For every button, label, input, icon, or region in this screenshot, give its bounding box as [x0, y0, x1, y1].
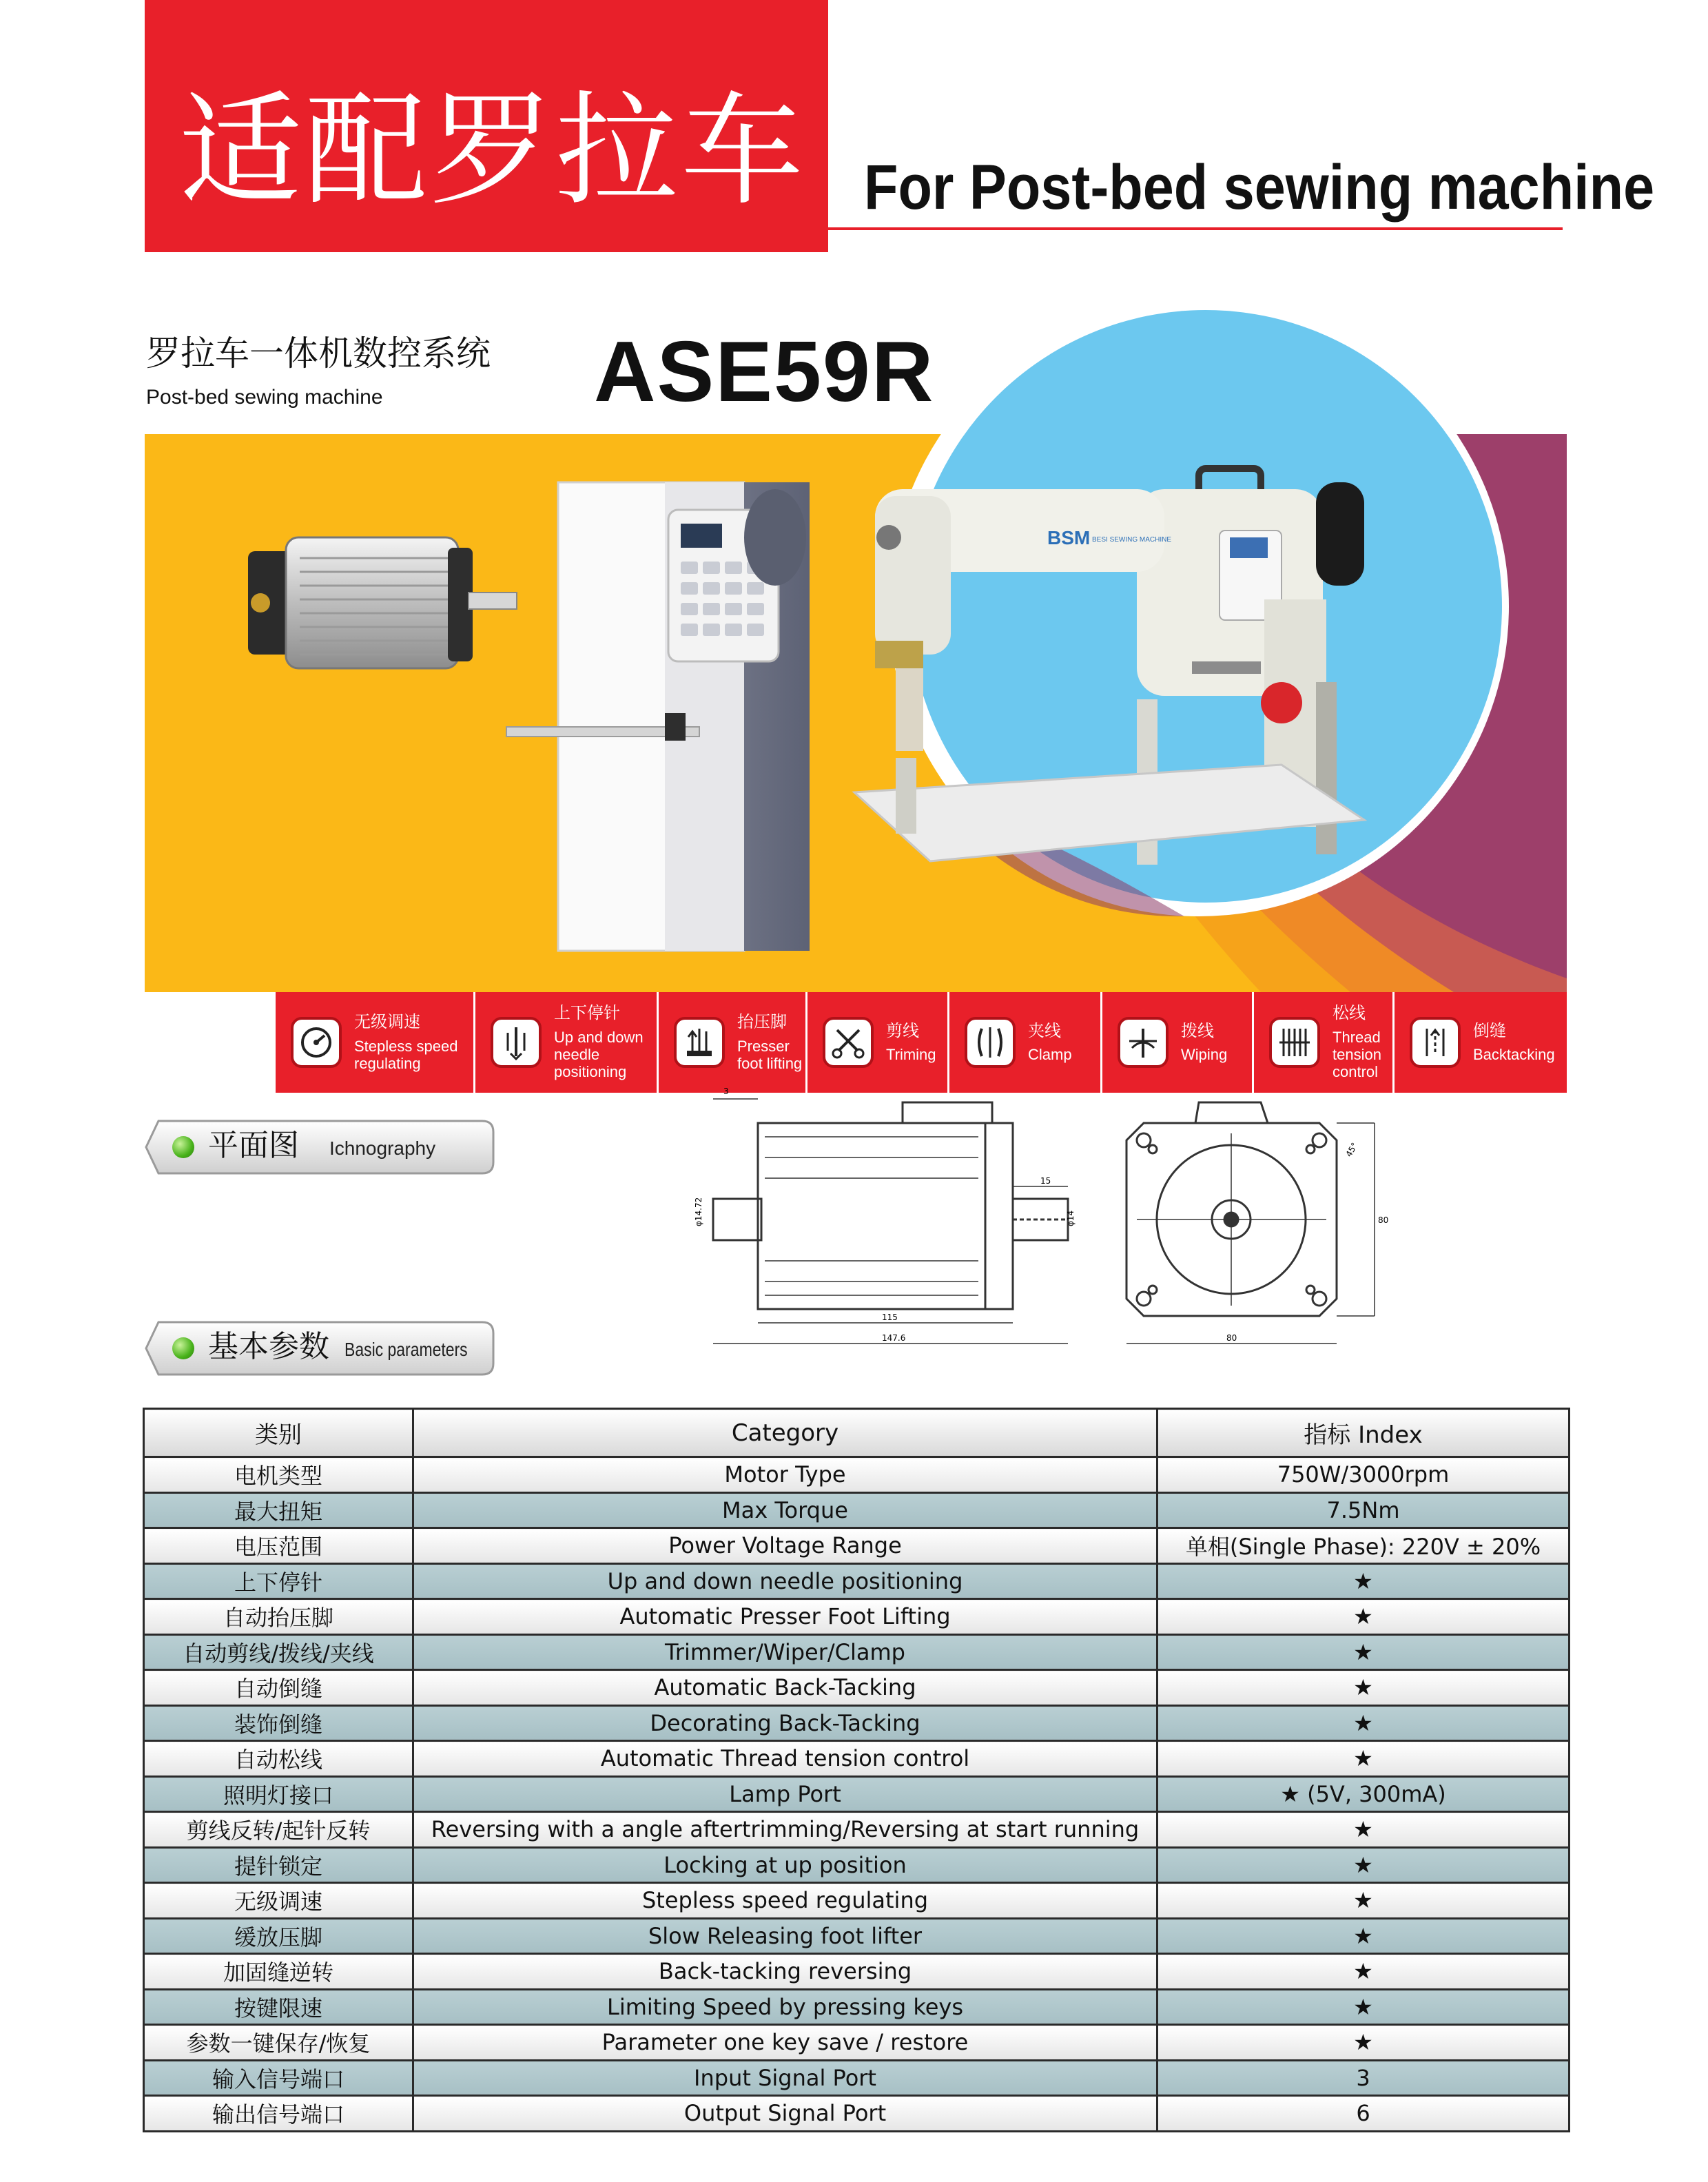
cell-category: Slow Releasing foot lifter [413, 1918, 1157, 1954]
header-title-block [145, 0, 828, 252]
cell-index: ★ [1157, 1599, 1570, 1635]
dim-shaft-length: 15 [1040, 1176, 1051, 1186]
needle-position-icon [491, 1017, 542, 1068]
bullet-icon [172, 1337, 194, 1359]
feature-cn: 剪线 [886, 1020, 919, 1040]
cell-category: Decorating Back-Tacking [413, 1705, 1157, 1741]
banner-artwork [145, 434, 1567, 992]
table-header-row [144, 1409, 1570, 1457]
feature-en: Wiping [1181, 1046, 1228, 1064]
table-row [144, 2060, 1570, 2096]
feature-cn: 松线 [1333, 1003, 1366, 1023]
cell-cn: 自动剪线/拨线/夹线 [144, 1634, 413, 1670]
cell-category: Max Torque [413, 1492, 1157, 1528]
cell-category: Power Voltage Range [413, 1528, 1157, 1564]
cell-cn: 无级调速 [144, 1883, 413, 1919]
cell-cn: 输入信号端口 [144, 2060, 413, 2096]
feature-cn: 抬压脚 [737, 1011, 787, 1031]
feature-backtacking [1395, 992, 1567, 1093]
section-ichnography [145, 1120, 495, 1175]
title-underline [828, 227, 1563, 230]
cell-category: Parameter one key save / restore [413, 2025, 1157, 2061]
cell-index: 7.5Nm [1157, 1492, 1570, 1528]
header-cell: 类别 [144, 1409, 413, 1457]
cell-index: ★ [1157, 1883, 1570, 1919]
motor-side-view [713, 1099, 1068, 1344]
cell-cn: 照明灯接口 [144, 1776, 413, 1812]
feature-cn: 拨线 [1181, 1020, 1214, 1040]
product-name-cn: 罗拉车一体机数控系统 [146, 333, 491, 373]
feature-clamp [949, 992, 1102, 1093]
scissors-icon [823, 1017, 874, 1068]
cell-category: Automatic Thread tension control [413, 1741, 1157, 1777]
dim-bore: φ14 [1066, 1210, 1076, 1226]
header-cell: 指标 Index [1157, 1409, 1570, 1457]
table-row [144, 1563, 1570, 1599]
cell-category: Reversing with a angle aftertrimming/Reversing at start running [413, 1812, 1157, 1848]
cell-index: ★ [1157, 1705, 1570, 1741]
dim-angle: 45° [1344, 1141, 1360, 1159]
cell-index: ★ [1157, 1670, 1570, 1706]
feature-stepless-speed [276, 992, 475, 1093]
cell-cn: 电机类型 [144, 1457, 413, 1493]
dim-body-length: 115 [882, 1313, 898, 1322]
feature-en: Backtacking [1473, 1046, 1555, 1064]
feature-cn: 无级调速 [354, 1011, 420, 1031]
cell-cn: 装饰倒缝 [144, 1705, 413, 1741]
section-title-en: Ichnography [329, 1138, 436, 1159]
dim-total-length: 147.6 [882, 1333, 906, 1343]
cell-index: ★ [1157, 1954, 1570, 1990]
cell-cn: 自动倒缝 [144, 1670, 413, 1706]
feature-en: Up and down needle positioning [554, 1028, 644, 1081]
table-row [144, 1705, 1570, 1741]
speed-dial-icon [291, 1017, 342, 1068]
table-row [144, 1989, 1570, 2025]
cell-index: ★ [1157, 1989, 1570, 2025]
cell-cn: 最大扭矩 [144, 1492, 413, 1528]
motor-front-view [1126, 1102, 1375, 1344]
cell-category: Up and down needle positioning [413, 1563, 1157, 1599]
feature-wiping [1102, 992, 1254, 1093]
table-row [144, 1599, 1570, 1635]
cell-category: Stepless speed regulating [413, 1883, 1157, 1919]
table-row [144, 1670, 1570, 1706]
product-name-en: Post-bed sewing machine [146, 386, 383, 409]
feature-strip [276, 992, 1567, 1093]
page-title-cn: 适配罗拉车 [179, 79, 806, 222]
table-row [144, 1954, 1570, 1990]
section-title-cn: 基本参数 [208, 1329, 329, 1364]
cell-category: Limiting Speed by pressing keys [413, 1989, 1157, 2025]
cell-cn: 输出信号端口 [144, 2096, 413, 2132]
machine-brand-full: BESI SEWING MACHINE [1092, 536, 1172, 544]
cell-category: Automatic Presser Foot Lifting [413, 1599, 1157, 1635]
cell-cn: 自动松线 [144, 1741, 413, 1777]
cell-index: 6 [1157, 2096, 1570, 2132]
table-row [144, 1883, 1570, 1919]
cell-index: ★ [1157, 1847, 1570, 1883]
cell-category: Automatic Back-Tacking [413, 1670, 1157, 1706]
cell-cn: 自动抬压脚 [144, 1599, 413, 1635]
cell-index: 750W/3000rpm [1157, 1457, 1570, 1493]
feature-trimming [807, 992, 949, 1093]
section-title-cn: 平面图 [208, 1128, 299, 1163]
page-title-en: For Post-bed sewing machine [864, 152, 1655, 223]
cell-cn: 剪线反转/起针反转 [144, 1812, 413, 1848]
cell-cn: 缓放压脚 [144, 1918, 413, 1954]
dim-side-width: 80 [1226, 1333, 1237, 1343]
cell-category: Output Signal Port [413, 2096, 1157, 2132]
cell-category: Back-tacking reversing [413, 1954, 1157, 1990]
clamp-icon [965, 1017, 1016, 1068]
table-row [144, 1457, 1570, 1493]
cell-cn: 上下停针 [144, 1563, 413, 1599]
table-row [144, 1634, 1570, 1670]
product-model: ASE59R [594, 325, 935, 420]
cell-category: Locking at up position [413, 1847, 1157, 1883]
cell-index: 3 [1157, 2060, 1570, 2096]
feature-en: Clamp [1028, 1046, 1072, 1064]
cell-index: ★ [1157, 1918, 1570, 1954]
cell-cn: 提针锁定 [144, 1847, 413, 1883]
cell-index: ★ [1157, 1812, 1570, 1848]
cell-category: Lamp Port [413, 1776, 1157, 1812]
table-row [144, 1847, 1570, 1883]
feature-presser-foot [659, 992, 807, 1093]
feature-cn: 倒缝 [1473, 1020, 1506, 1040]
feature-en: Thread tension control [1333, 1028, 1381, 1081]
cell-cn: 加固缝逆转 [144, 1954, 413, 1990]
table-row [144, 1918, 1570, 1954]
cell-category: Trimmer/Wiper/Clamp [413, 1634, 1157, 1670]
product-banner [145, 434, 1567, 992]
dim-side-height: 80 [1378, 1215, 1389, 1225]
table-row [144, 1528, 1570, 1564]
table-row [144, 2096, 1570, 2132]
cell-index: ★ [1157, 1634, 1570, 1670]
presser-foot-icon [674, 1017, 725, 1068]
header-cell: Category [413, 1409, 1157, 1457]
cell-index: 单相(Single Phase): 220V ± 20% [1157, 1528, 1570, 1564]
section-basic-parameters [145, 1321, 495, 1376]
table-row [144, 1776, 1570, 1812]
dim-shaft-diameter: φ14.72 [694, 1197, 703, 1226]
feature-needle-positioning [475, 992, 659, 1093]
cell-category: Motor Type [413, 1457, 1157, 1493]
machine-brand-logo: BSM [1047, 527, 1091, 548]
table-row [144, 1492, 1570, 1528]
tension-icon [1269, 1017, 1320, 1068]
feature-cn: 夹线 [1028, 1020, 1061, 1040]
cell-cn: 参数一键保存/恢复 [144, 2025, 413, 2061]
feature-thread-tension [1254, 992, 1395, 1093]
cell-index: ★ (5V, 300mA) [1157, 1776, 1570, 1812]
ichnography-drawings [694, 1087, 1433, 1371]
table-row [144, 1812, 1570, 1848]
table-row [144, 2025, 1570, 2061]
feature-en: Stepless speed regulating [354, 1037, 458, 1072]
table-row [144, 1741, 1570, 1777]
feature-en: Presser foot lifting [737, 1037, 803, 1072]
spec-table [143, 1408, 1570, 2132]
wiper-icon [1118, 1017, 1169, 1068]
cell-cn: 电压范围 [144, 1528, 413, 1564]
cell-category: Input Signal Port [413, 2060, 1157, 2096]
dim-flange-offset: 3 [723, 1087, 729, 1096]
section-title-en: Basic parameters [344, 1339, 468, 1360]
cell-index: ★ [1157, 1741, 1570, 1777]
feature-cn: 上下停针 [554, 1003, 620, 1023]
bullet-icon [172, 1136, 194, 1158]
feature-en: Triming [886, 1046, 936, 1064]
cell-cn: 按键限速 [144, 1989, 413, 2025]
backtack-icon [1410, 1017, 1461, 1068]
cell-index: ★ [1157, 1563, 1570, 1599]
cell-index: ★ [1157, 2025, 1570, 2061]
